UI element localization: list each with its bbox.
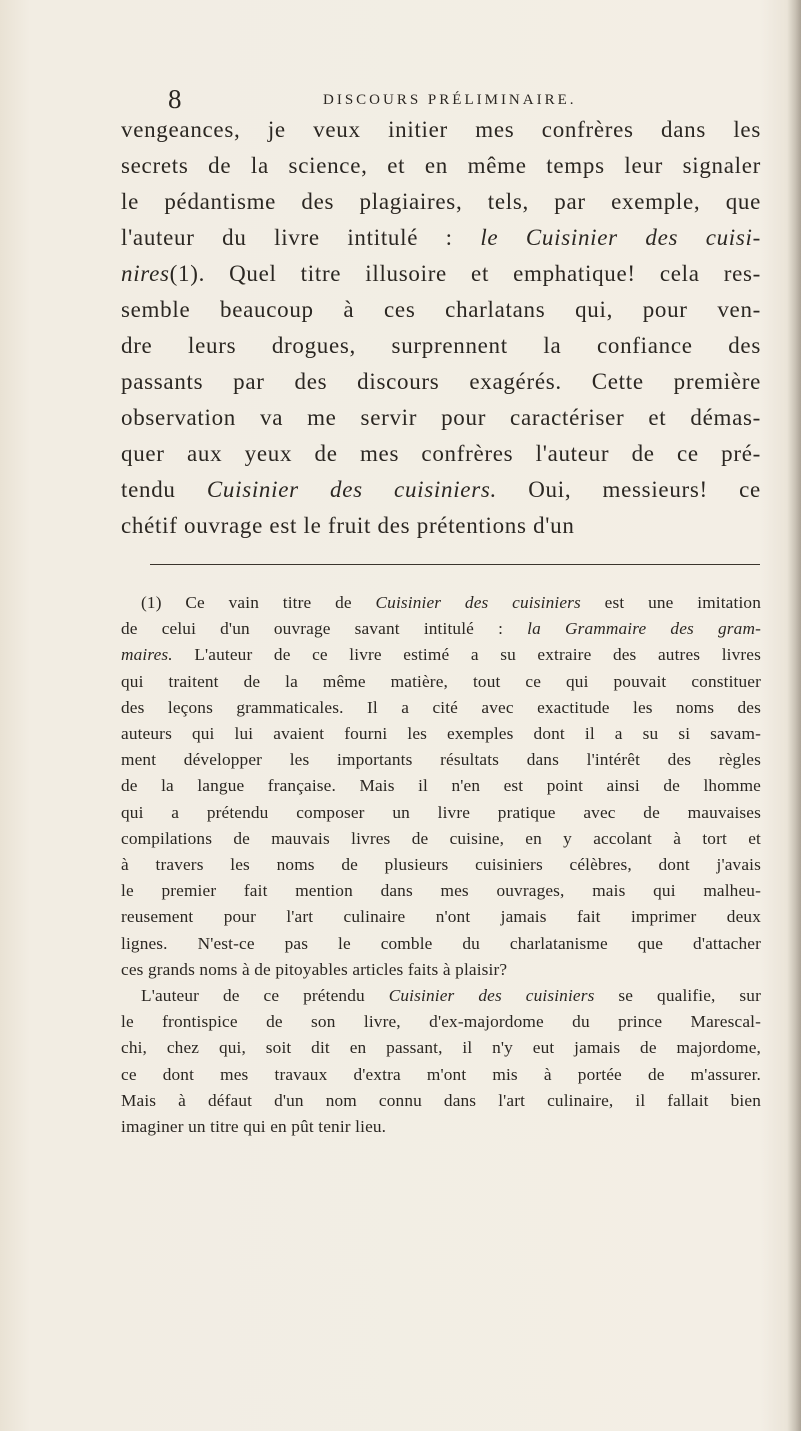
footnote-divider [150, 564, 760, 565]
page-edge-shadow [787, 0, 801, 1431]
text-line: vengeances, je veux initier mes confrères dans les [121, 117, 761, 142]
page-number: 8 [168, 84, 182, 114]
book-title-italic: Cuisinier des cuisiniers. [206, 477, 497, 502]
text-segment: (1). Quel titre illusoire et emphatique! cela res- [169, 261, 761, 286]
book-title-italic: nires [121, 261, 170, 286]
text-line: observation va me servir pour caractériser et démas- [121, 405, 761, 430]
footnote-line: le frontispice de son livre, d'ex-majordome du prince Marescal- [121, 1012, 761, 1032]
text-line [121, 256, 761, 292]
footnote-line: le premier fait mention dans mes ouvrages, mais qui malheu- [121, 881, 761, 901]
footnote-line: reusement pour l'art culinaire n'ont jamais fait imprimer deux [121, 907, 761, 927]
title-italic: maires. [121, 645, 173, 665]
text-line: secrets de la science, et en même temps leur signaler [121, 153, 761, 178]
book-title-italic: le Cuisinier des cuisi- [480, 225, 762, 250]
text-segment: L'auteur de ce prétendu [141, 986, 389, 1006]
footnote-line: ment développer les importants résultats dans l'intérêt des règles [121, 750, 761, 770]
text-line [121, 472, 761, 508]
footnote-line [121, 616, 761, 642]
title-italic: Cuisinier des cuisiniers [388, 986, 595, 1006]
footnote-line: auteurs qui lui avaient fourni les exemples dont il a su si savam- [121, 724, 761, 744]
footnote-line: à travers les noms de plusieurs cuisiniers célèbres, dont j'avais [121, 855, 761, 875]
text-segment: tendu [121, 477, 207, 502]
text-segment: se qualifie, sur [594, 986, 761, 1006]
text-segment: (1) Ce vain titre de [141, 593, 376, 612]
footnote-line [121, 590, 761, 616]
footnote-line: chi, chez qui, soit dit en passant, il n'y eut jamais de majordome, [121, 1038, 761, 1058]
text-segment: L'auteur de ce livre estimé a su extraire des autres livres [172, 645, 761, 665]
footnote-line: qui traitent de la même matière, tout ce qui pouvait constituer [121, 671, 761, 691]
text-line: chétif ouvrage est le fruit des prétentions d'un [121, 513, 575, 538]
text-segment: l'auteur du livre intitulé : [121, 225, 481, 250]
footnote-line: ce dont mes travaux d'extra m'ont mis à portée de m'assurer. [121, 1064, 761, 1084]
footnote-line: de la langue française. Mais il n'en est point ainsi de lhomme [121, 776, 761, 796]
running-head: DISCOURS PRÉLIMINAIRE. [323, 92, 577, 108]
text-line: passants par des discours exagérés. Cette première [121, 369, 761, 394]
text-segment: Oui, messieurs! ce [496, 477, 761, 502]
footnote-line: lignes. N'est-ce pas le comble du charlatanisme que d'attacher [121, 933, 761, 953]
text-line: le pédantisme des plagiaires, tels, par exemple, que [121, 189, 761, 214]
footnote-line: qui a prétendu composer un livre pratique avec de mauvaises [121, 802, 761, 822]
footnote-line: compilations de mauvais livres de cuisine, en y accolant à tort et [121, 828, 761, 848]
text-line: quer aux yeux de mes confrères l'auteur de ce pré- [121, 441, 761, 466]
footnote-line: Mais à défaut d'un nom connu dans l'art culinaire, il fallait bien [121, 1090, 761, 1110]
title-italic: Cuisinier des cuisiniers [375, 593, 581, 612]
footnote-line [121, 642, 761, 668]
main-text [121, 112, 761, 544]
text-line: semble beaucoup à ces charlatans qui, pour ven- [121, 297, 761, 322]
title-italic: la Grammaire des gram- [527, 619, 761, 639]
footnote-line: imaginer un titre qui en pût tenir lieu. [121, 1117, 387, 1137]
text-line [121, 220, 761, 256]
text-segment: de celui d'un ouvrage savant intitulé : [121, 619, 528, 639]
footnote-line: des leçons grammaticales. Il a cité avec exactitude les noms des [121, 697, 761, 717]
text-segment: est une imitation [580, 593, 761, 612]
text-line: dre leurs drogues, surprennent la confiance des [121, 333, 761, 358]
footnote-line [121, 983, 761, 1009]
footnote-line: ces grands noms à de pitoyables articles faits à plaisir? [121, 959, 508, 979]
page-header [168, 84, 768, 114]
footnote [121, 590, 761, 1140]
